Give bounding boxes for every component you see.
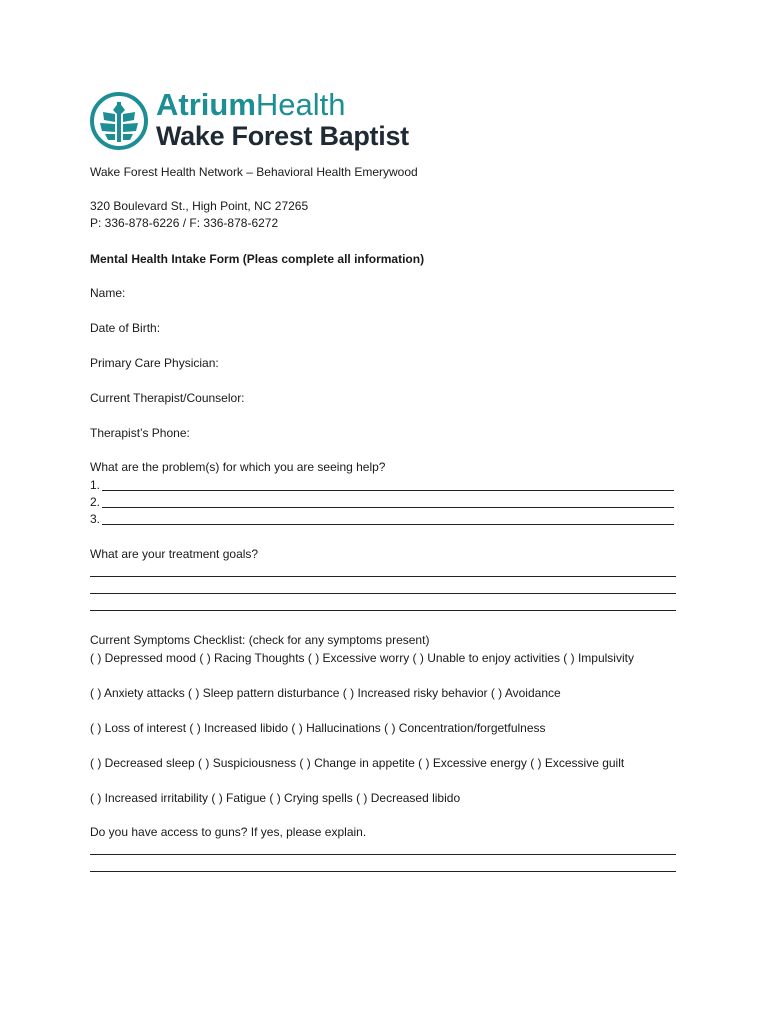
symptom-row-1[interactable]: ( ) Depressed mood ( ) Racing Thoughts ( ) Excessive worry ( ) Unable to enjoy activities ( ) Impulsivity bbox=[90, 651, 634, 665]
guns-line-2[interactable] bbox=[90, 871, 676, 872]
problem-number: 1. bbox=[90, 478, 101, 492]
symptom-row-2[interactable]: ( ) Anxiety attacks ( ) Sleep pattern disturbance ( ) Increased risky behavior ( ) Avoidance bbox=[90, 686, 561, 700]
form-title: Mental Health Intake Form (Pleas complete all information) bbox=[90, 252, 425, 266]
guns-line-1[interactable] bbox=[90, 854, 676, 855]
goals-line-2[interactable] bbox=[90, 593, 676, 594]
goals-line-1[interactable] bbox=[90, 576, 676, 577]
symptom-row-4[interactable]: ( ) Decreased sleep ( ) Suspiciousness ( ) Change in appetite ( ) Excessive energy ( ) Excessive guilt bbox=[90, 756, 625, 770]
problem-line-2[interactable] bbox=[90, 494, 674, 511]
name-label: Name: bbox=[90, 286, 126, 300]
guns-question: Do you have access to guns? If yes, please explain. bbox=[90, 825, 367, 839]
symptom-row-3[interactable]: ( ) Loss of interest ( ) Increased libido ( ) Hallucinations ( ) Concentration/forgetfulness bbox=[90, 721, 546, 735]
problem-line-1[interactable] bbox=[90, 477, 674, 494]
goals-line-3[interactable] bbox=[90, 610, 676, 611]
brand-name-light: Health bbox=[255, 87, 346, 122]
network-name: Wake Forest Health Network – Behavioral Health Emerywood bbox=[90, 165, 418, 179]
goals-question: What are your treatment goals? bbox=[90, 547, 259, 561]
symptoms-heading: Current Symptoms Checklist: (check for any symptoms present) bbox=[90, 633, 430, 647]
brand-subtitle: Wake Forest Baptist bbox=[156, 121, 409, 151]
dob-label: Date of Birth: bbox=[90, 321, 161, 335]
symptom-row-5[interactable]: ( ) Increased irritability ( ) Fatigue ( ) Crying spells ( ) Decreased libido bbox=[90, 791, 461, 805]
brand-name bbox=[156, 88, 346, 122]
problem-line-3[interactable] bbox=[90, 511, 674, 528]
address-line: 320 Boulevard St., High Point, NC 27265 bbox=[90, 199, 309, 213]
brand-name-bold: Atrium bbox=[156, 87, 256, 122]
atrium-health-logo bbox=[90, 87, 409, 152]
pcp-label: Primary Care Physician: bbox=[90, 356, 219, 370]
problem-number: 3. bbox=[90, 512, 101, 526]
tree-leaf-icon bbox=[90, 90, 148, 152]
problems-question: What are the problem(s) for which you are seeing help? bbox=[90, 460, 386, 474]
therapist-phone-label: Therapist’s Phone: bbox=[90, 426, 190, 440]
problem-number: 2. bbox=[90, 495, 101, 509]
phone-fax-line: P: 336-878-6226 / F: 336-878-6272 bbox=[90, 216, 279, 230]
therapist-label: Current Therapist/Counselor: bbox=[90, 391, 245, 405]
